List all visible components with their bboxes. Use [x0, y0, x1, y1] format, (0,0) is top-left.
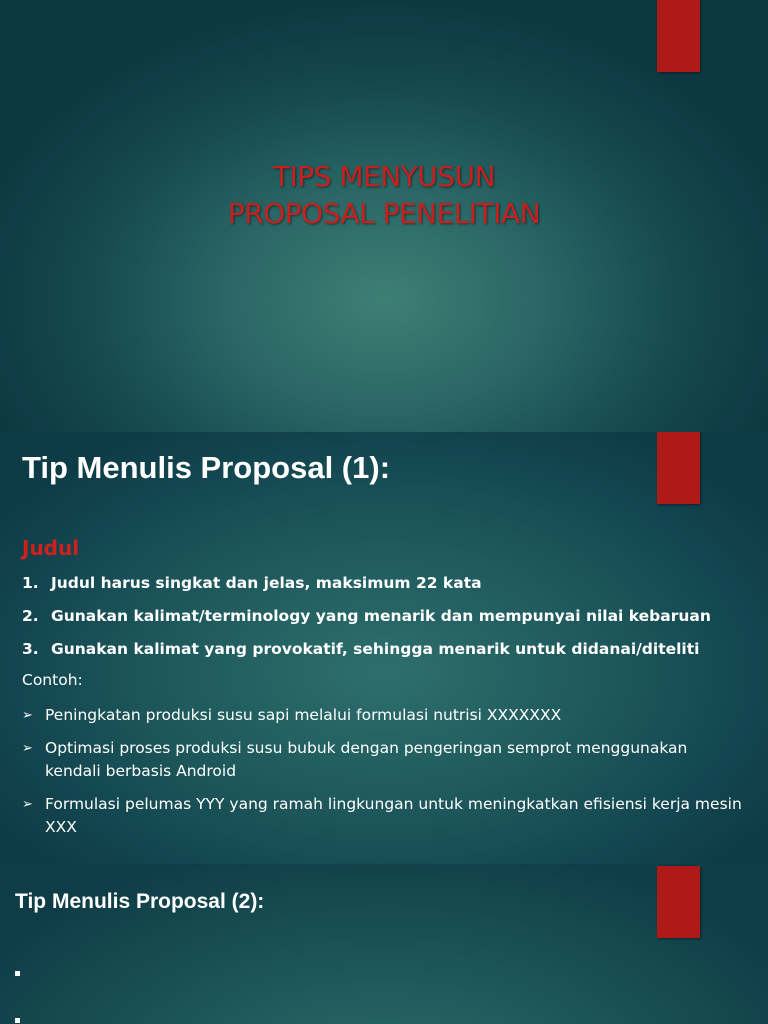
example-text: Peningkatan produksi susu sapi melalui formulasi nutrisi XXXXXXX — [45, 706, 562, 724]
example-item — [22, 737, 742, 783]
contoh-label: Contoh: — [22, 671, 83, 689]
red-accent-bar — [657, 432, 700, 504]
cover-title — [0, 158, 768, 232]
rule-text: Gunakan kalimat yang provokatif, sehingga menarik untuk didanai/diteliti — [51, 640, 700, 658]
tip-2-heading: Tip Menulis Proposal (2): — [15, 890, 265, 913]
section-label-judul: Judul — [22, 536, 80, 560]
cover-title-line-1: TIPS MENYUSUN — [272, 160, 496, 193]
example-text: Optimasi proses produksi susu bubuk dengan pengeringan semprot menggunakan kendali berbasis Android — [45, 739, 688, 780]
cover-slide — [0, 0, 768, 432]
tip-1-heading: Tip Menulis Proposal (1): — [22, 450, 391, 485]
example-list — [22, 704, 742, 849]
tip-1-slide — [0, 432, 768, 864]
red-accent-bar — [657, 0, 700, 72]
bullet-dot-icon — [15, 1018, 20, 1023]
rule-number: 1. — [22, 574, 39, 592]
example-item — [22, 704, 742, 727]
arrow-bullet-icon: ➢ — [22, 741, 33, 756]
rule-text: Judul harus singkat dan jelas, maksimum 22 kata — [51, 574, 482, 592]
rule-item — [22, 605, 742, 638]
cover-title-line-2: PROPOSAL PENELITIAN — [227, 197, 541, 230]
rule-list — [22, 572, 742, 671]
bullet-dot-icon — [15, 971, 20, 976]
red-accent-bar — [657, 866, 700, 938]
rule-item — [22, 638, 742, 671]
arrow-bullet-icon: ➢ — [22, 708, 33, 723]
rule-number: 2. — [22, 607, 39, 625]
example-text: Formulasi pelumas YYY yang ramah lingkungan untuk meningkatkan efisiensi kerja mesin XXX — [45, 795, 742, 836]
rule-text: Gunakan kalimat/terminology yang menarik dan mempunyai nilai kebaruan — [51, 607, 711, 625]
rule-item — [22, 572, 742, 605]
arrow-bullet-icon: ➢ — [22, 797, 33, 812]
example-item — [22, 793, 742, 839]
rule-number: 3. — [22, 640, 39, 658]
tip-2-slide — [0, 864, 768, 1024]
